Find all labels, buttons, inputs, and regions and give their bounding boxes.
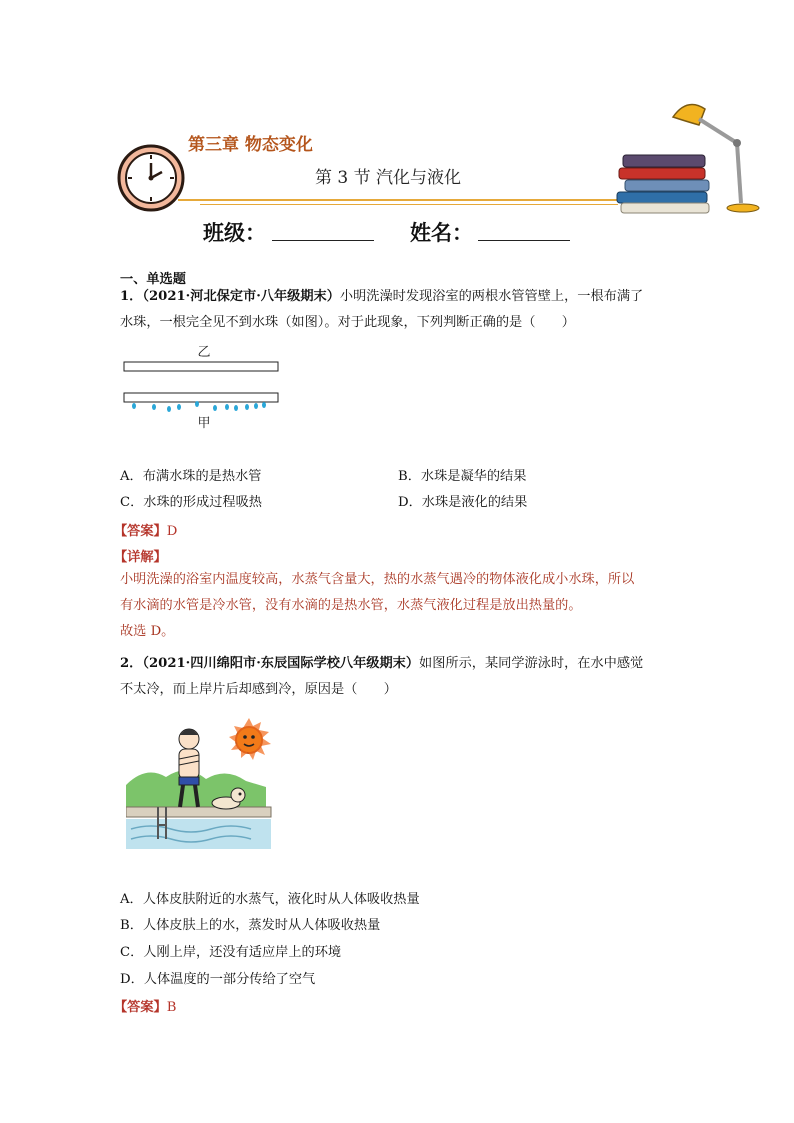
class-input[interactable] — [272, 240, 374, 241]
q1-option-b[interactable]: B．水珠是凝华的结果 — [398, 469, 527, 484]
answer-value: B — [166, 1000, 177, 1015]
q1-explanation-line2: 有水滴的水管是冷水管，没有水滴的是热水管，水蒸气液化过程是放出热量的。 — [120, 598, 582, 613]
q1-option-c[interactable]: C．水珠的形成过程吸热 — [120, 495, 262, 510]
q2-option-d[interactable]: D．人体温度的一部分传给了空气 — [120, 972, 316, 987]
question-2-line1 — [120, 651, 680, 677]
answer-tag: 【答案】 — [114, 1000, 167, 1015]
books-icon — [615, 150, 715, 216]
swimmer-cartoon-figure — [126, 715, 286, 850]
question-1-line2: 水珠，一根完全见不到水珠（如图）。对于此现象，下列判断正确的是（ ） — [120, 315, 575, 330]
q2-answer — [114, 996, 176, 1015]
question-1-line1 — [120, 284, 680, 310]
section-title: 第 3 节 汽化与液化 — [315, 168, 462, 188]
q2-option-b[interactable]: B．人体皮肤上的水，蒸发时从人体吸收热量 — [120, 918, 381, 933]
name-input[interactable] — [478, 240, 570, 241]
question-1-number: 1． — [120, 289, 143, 304]
question-2-line2: 不太冷，而上岸片后却感到冷，原因是（ ） — [120, 682, 397, 697]
question-2 — [120, 651, 680, 703]
question-1 — [120, 284, 680, 336]
q1-option-d[interactable]: D．水珠是液化的结果 — [398, 495, 528, 510]
q1-conclusion: 故选 D。 — [120, 624, 175, 639]
figure-label-top: 乙 — [197, 345, 211, 360]
answer-value: D — [166, 524, 178, 539]
water-pipes-figure — [118, 340, 288, 435]
q2-option-a[interactable]: A．人体皮肤附近的水蒸气，液化时从人体吸收热量 — [120, 892, 420, 907]
q2-option-c[interactable]: C．人刚上岸，还没有适应岸上的环境 — [120, 945, 342, 960]
name-label: 姓名： — [410, 220, 473, 245]
question-1-text: 小明洗澡时发现浴室的两根水管管壁上，一根布满了 — [339, 289, 644, 304]
q1-explanation-line1: 小明洗澡的浴室内温度较高，水蒸气含量大，热的水蒸气遇冷的物体液化成小水珠，所以 — [120, 572, 635, 587]
question-2-text: 如图所示，某同学游泳时，在水中感觉 — [419, 656, 644, 671]
q1-explain-tag: 【详解】 — [114, 550, 167, 565]
water-drops — [132, 401, 266, 412]
q1-explanation — [120, 567, 680, 645]
class-label: 班级： — [203, 220, 266, 245]
figure-label-bottom: 甲 — [197, 416, 211, 431]
pool-water — [126, 819, 271, 849]
q1-answer — [114, 520, 177, 539]
answer-tag: 【答案】 — [114, 524, 167, 539]
question-2-number: 2． — [120, 656, 143, 671]
pool-edge — [126, 807, 271, 817]
section-heading: 一、单选题 — [120, 272, 186, 287]
question-1-source: （2021·河北保定市·八年级期末） — [142, 289, 340, 304]
sun — [229, 718, 271, 760]
header-divider-thin — [200, 204, 618, 205]
q1-option-a[interactable]: A．布满水珠的是热水管 — [120, 469, 262, 484]
clock-icon — [116, 143, 186, 213]
header-divider — [178, 199, 618, 201]
chapter-title: 第三章 物态变化 — [188, 135, 313, 155]
question-2-source: （2021·四川绵阳市·东辰国际学校八年级期末） — [142, 656, 420, 671]
